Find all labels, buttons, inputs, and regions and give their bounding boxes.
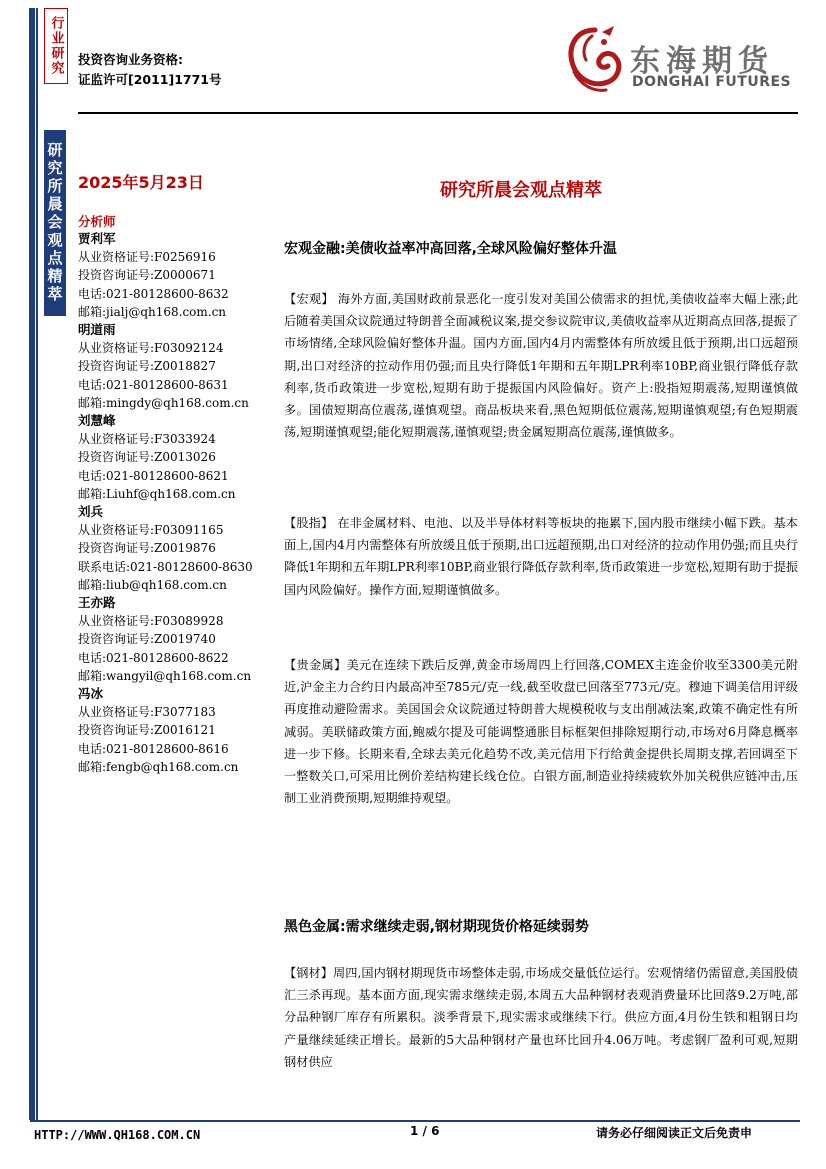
analyst-consult-license: 投资咨询证号:Z0019876 (78, 541, 216, 556)
footer-divider (30, 1120, 800, 1122)
analyst-email: 邮箱:jialj@qh168.com.cn (78, 304, 227, 319)
analyst-consult-license: 投资咨询证号:Z0016121 (78, 723, 216, 738)
qualification-block (78, 50, 222, 90)
report-date: 2025年5月23日 (78, 173, 204, 192)
header-divider (78, 112, 798, 114)
left-margin-bar-thin (36, 8, 38, 1120)
analyst-consult-license: 投资咨询证号:Z0013026 (78, 450, 216, 465)
sidebar-title-box (44, 130, 66, 316)
paragraph-text: 周四,国内钢材期现货市场整体走弱,市场成交量低位运行。宏观情绪仍需留意,美国股债汇三杀再现。基本面方面,现实需求继续走弱,本周五大品种钢材表观消费量环比回落9.2万吨,部分品种钢厂库存有所累积。淡季背景下,现实需求或继续下行。供应方面,4月份生铁和粗钢日均产量继续延续正增长。最新的5大品种钢材产量也环比回升4.06万吨。考虑钢厂盈利可观,短期钢材供应 (284, 966, 798, 1069)
paragraph-tag: 【贵金属】 (284, 658, 347, 672)
analyst-entry (78, 594, 278, 685)
analyst-license: 从业资格证号:F03091165 (78, 523, 224, 538)
report-title: 研究所晨会观点精萃 (440, 180, 602, 201)
analyst-phone: 电话:021-80128600-8621 (78, 468, 229, 483)
company-logo (562, 22, 797, 100)
logo-en-text: DONGHAI FUTURES (632, 74, 792, 90)
analyst-phone: 联系电话:021-80128600-8630 (78, 559, 253, 574)
industry-tag (44, 8, 68, 84)
analyst-name: 刘兵 (78, 504, 104, 520)
qualification-line2: 证监许可[2011]1771号 (78, 72, 222, 87)
section-heading-ferrous: 黑色金属:需求继续走弱,钢材期现货价格延续弱势 (284, 919, 589, 935)
page-number: 1 / 6 (410, 1124, 440, 1138)
analyst-entry (78, 685, 278, 776)
analyst-entry (78, 321, 278, 412)
left-margin-bar (29, 8, 35, 1120)
paragraph-text: 海外方面,美国财政前景恶化一度引发对美国公债需求的担忧,美债收益率大幅上涨;此后随着美国众议院通过特朗普全面减税议案,提交参议院审议,美债收益率从近期高点回落,提振了市场情绪,全球风险偏好整体升温。国内方面,国内4月内需整体有所放缓且低于预期,出口远超预期,出口对经济的拉动作用仍强;而且央行降低1年期和五年期LPR利率10BP,商业银行降低存款利率,货币政策进一步宽松,短期有助于提振国内风险偏好。资产上:股指短期震荡,短期谨慎做多。国债短期高位震荡,谨慎观望。商品板块来看,黑色短期低位震荡,短期谨慎观望;有色短期震荡,短期谨慎观望;能化短期震荡,谨慎观望;贵金属短期高位震荡,谨慎做多。 (284, 292, 799, 440)
analyst-entry (78, 412, 278, 503)
paragraph-stock-index (284, 512, 798, 601)
analyst-entry (78, 230, 278, 321)
industry-tag-label: 行业研究 (48, 16, 64, 76)
analyst-name: 刘慧峰 (78, 413, 116, 429)
analyst-license: 从业资格证号:F0256916 (78, 250, 216, 265)
qualification-line1: 投资咨询业务资格: (78, 52, 183, 67)
analyst-license: 从业资格证号:F3077183 (78, 705, 216, 720)
analyst-email: 邮箱:wangyil@qh168.com.cn (78, 668, 252, 683)
section-heading-macro: 宏观金融:美债收益率冲高回落,全球风险偏好整体升温 (284, 241, 617, 257)
paragraph-precious-metals (284, 654, 798, 809)
analyst-email: 邮箱:liub@qh168.com.cn (78, 577, 227, 592)
paragraph-tag: 【股指】 (284, 516, 334, 530)
analyst-phone: 电话:021-80128600-8632 (78, 286, 229, 301)
analyst-consult-license: 投资咨询证号:Z0019740 (78, 632, 216, 647)
analyst-phone: 电话:021-80128600-8631 (78, 377, 229, 392)
paragraph-steel (284, 962, 798, 1073)
analyst-heading: 分析师 (78, 214, 116, 229)
analyst-consult-license: 投资咨询证号:Z0018827 (78, 359, 216, 374)
analyst-name: 明道雨 (78, 322, 116, 338)
paragraph-text: 美元在连续下跌后反弹,黄金市场周四上行回落,COMEX主连金价收至3300美元附近,沪金主力合约日内最高冲至785元/克一线,截至收盘已回落至773元/克。穆迪下调美信用评级再度推动避险需求。美国国会众议院通过特朗普大规模税收与支出削减法案,政策不确定性有所减弱。美联储政策方面,鲍威尔提及可能调整通胀目标框架但排除短期行动,市场对6月降息概率进一步下修。长期来看,全球去美元化趋势不改,美元信用下行给黄金提供长周期支撑,若回调至下一整数关口,可采用比例价差结构建长线仓位。白银方面,制造业持续疲软外加关税供应链冲击,压制工业消费预期,短期維持观望。 (284, 658, 799, 806)
analyst-email: 邮箱:mingdy@qh168.com.cn (78, 395, 249, 410)
paragraph-macro (284, 288, 798, 443)
paragraph-text: 在非金属材料、电池、以及半导体材料等板块的拖累下,国内股市继续小幅下跌。基本面上,国内4月内需整体有所放缓且低于预期,出口远超预期,出口对经济的拉动作用仍强;而且央行降低1年期和五年期LPR利率10BP,商业银行降低存款利率,货币政策进一步宽松,短期有助于提振国内风险偏好。操作方面,短期谨慎做多。 (284, 516, 798, 597)
analyst-phone: 电话:021-80128600-8616 (78, 741, 229, 756)
analyst-license: 从业资格证号:F3033924 (78, 432, 216, 447)
analyst-list (78, 230, 278, 776)
analyst-consult-license: 投资咨询证号:Z0000671 (78, 268, 216, 283)
disclaimer-note: 请务必仔细阅读正文后免责申 (596, 1126, 753, 1140)
analyst-name: 王亦路 (78, 595, 116, 611)
analyst-email: 邮箱:fengb@qh168.com.cn (78, 759, 239, 774)
analyst-email: 邮箱:Liuhf@qh168.com.cn (78, 486, 236, 501)
analyst-phone: 电话:021-80128600-8622 (78, 650, 229, 665)
analyst-name: 冯冰 (78, 686, 104, 702)
sidebar-title: 研究所晨会观点精萃 (45, 142, 64, 304)
analyst-license: 从业资格证号:F03089928 (78, 614, 224, 629)
footer-url-link[interactable]: HTTP://WWW.QH168.COM.CN (34, 1128, 201, 1142)
logo-cn-text: 东海期货 (630, 44, 774, 79)
paragraph-tag: 【钢材】 (284, 966, 333, 980)
dragon-logo-icon (562, 22, 628, 96)
analyst-license: 从业资格证号:F03092124 (78, 341, 224, 356)
analyst-name: 贾利军 (78, 231, 116, 246)
analyst-entry (78, 503, 278, 594)
paragraph-tag: 【宏观】 (284, 292, 334, 306)
